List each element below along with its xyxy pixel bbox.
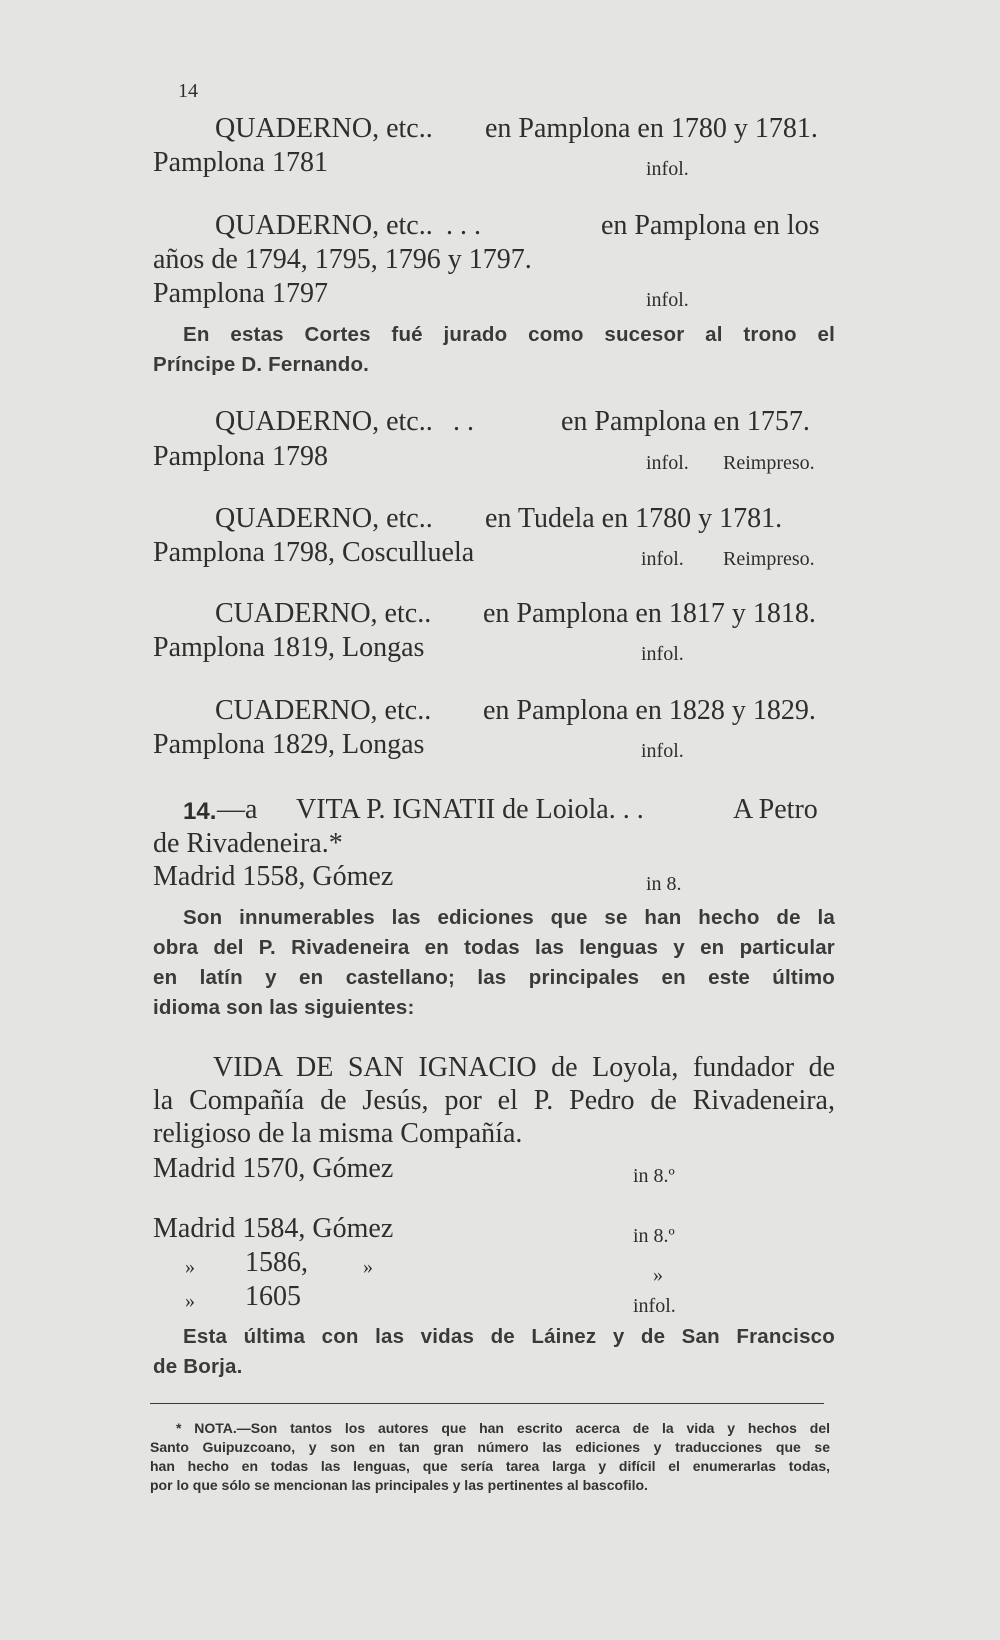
entry-6-place: en Pamplona en 1828 y 1829. bbox=[483, 695, 816, 726]
entry-2-format: infol. bbox=[646, 289, 689, 311]
entry-6-format: infol. bbox=[641, 740, 684, 762]
entry-3-dots: . . bbox=[453, 406, 474, 437]
entry-14-line-1 bbox=[153, 793, 835, 827]
vida-ed4-year: 1605 bbox=[245, 1281, 301, 1312]
entry-3-line-1 bbox=[153, 405, 835, 439]
entry-4-reprint: Reimpreso. bbox=[723, 548, 815, 570]
entry-14-title: VITA P. IGNATII de Loiola. . . bbox=[296, 794, 644, 825]
vida-ed4-format: infol. bbox=[633, 1295, 676, 1317]
entry-5-place: en Pamplona en 1817 y 1818. bbox=[483, 598, 816, 629]
entry-5-line-1 bbox=[153, 597, 835, 631]
entry-4-imprint: Pamplona 1798, Cosculluela bbox=[153, 537, 475, 568]
entry-3-place: en Pamplona en 1757. bbox=[561, 406, 810, 437]
entry-1-line-2 bbox=[153, 146, 835, 180]
footnote bbox=[150, 1419, 830, 1495]
entry-2-note-line: En estas Cortes fué jurado como sucesor al trono el bbox=[183, 323, 835, 346]
entry-14-line-2 bbox=[153, 827, 835, 861]
ditto-mark: » bbox=[185, 1256, 195, 1278]
entry-4-line-1 bbox=[153, 502, 835, 536]
vida-ed1-format: in 8.º bbox=[633, 1165, 675, 1187]
vida-note-line: Esta última con las vidas de Láinez y de San Francisco bbox=[183, 1325, 835, 1348]
vida-title: VIDA DE SAN IGNACIO de Loyola, fundador de bbox=[213, 1052, 835, 1083]
entry-4-line-2 bbox=[153, 536, 835, 570]
ditto-mark: » bbox=[653, 1264, 663, 1286]
entry-6-line-2 bbox=[153, 728, 835, 762]
footnote-line: por lo que sólo se mencionan las principales y las pertinentes al bascofilo. bbox=[150, 1477, 648, 1493]
vida-ed3-year: 1586, bbox=[245, 1247, 308, 1278]
vida-edition-3 bbox=[153, 1246, 835, 1286]
entry-3-line-2 bbox=[153, 440, 835, 474]
ditto-mark: » bbox=[185, 1290, 195, 1312]
entry-5-line-2 bbox=[153, 631, 835, 665]
entry-14-imprint: Madrid 1558, Gómez bbox=[153, 861, 394, 892]
entry-4-title: QUADERNO, etc.. bbox=[215, 503, 433, 534]
entry-1-imprint: Pamplona 1781 bbox=[153, 147, 328, 178]
vida-ed2-imprint: Madrid 1584, Gómez bbox=[153, 1213, 394, 1244]
vida-ed2-format: in 8.º bbox=[633, 1225, 675, 1247]
vida-edition-4 bbox=[153, 1280, 835, 1317]
entry-2-line-2 bbox=[153, 243, 835, 277]
entry-14-note bbox=[153, 903, 835, 1023]
footnote-line: * NOTA.—Son tantos los autores que han escrito acerca de la vida y hechos del bbox=[176, 1420, 830, 1436]
entry-14-author-cont: de Rivadeneira.* bbox=[153, 828, 343, 859]
entry-2-imprint: Pamplona 1797 bbox=[153, 278, 328, 309]
entry-14-note-line: Son innumerables las ediciones que se han hecho de la bbox=[183, 906, 835, 929]
entry-2-years: años de 1794, 1795, 1796 y 1797. bbox=[153, 244, 532, 275]
entry-2-place: en Pamplona en los bbox=[601, 210, 820, 241]
entry-14-note-line: obra del P. Rivadeneira en todas las lenguas y en particular bbox=[153, 936, 835, 959]
entry-2-line-3 bbox=[153, 277, 835, 311]
entry-1-format: infol. bbox=[646, 158, 689, 180]
entry-3-reprint: Reimpreso. bbox=[723, 452, 815, 474]
entry-6-imprint: Pamplona 1829, Longas bbox=[153, 729, 425, 760]
entry-6-line-1 bbox=[153, 694, 835, 728]
entry-1-line-1 bbox=[153, 112, 835, 146]
entry-3-format: infol. bbox=[646, 452, 689, 474]
vida-title-cont: religioso de la misma Compañía. bbox=[153, 1118, 523, 1149]
vida-line-2: la Compañía de Jesús, por el P. Pedro de Rivadeneira, bbox=[153, 1085, 835, 1116]
page-number: 14 bbox=[178, 80, 198, 102]
entry-1-title: QUADERNO, etc.. bbox=[215, 113, 433, 144]
entry-2-note bbox=[153, 320, 835, 380]
entry-14-dash: —a bbox=[217, 794, 258, 825]
entry-2-title: QUADERNO, etc.. bbox=[215, 210, 433, 241]
entry-4-place: en Tudela en 1780 y 1781. bbox=[485, 503, 783, 534]
entry-14-note-line: en latín y en castellano; las principales en este último bbox=[153, 966, 835, 989]
entry-3-title: QUADERNO, etc.. bbox=[215, 406, 433, 437]
vida-note bbox=[153, 1322, 835, 1382]
ditto-mark: » bbox=[363, 1256, 373, 1278]
footnote-line: Santo Guipuzcoano, y son en tan gran número las ediciones y traducciones que se bbox=[150, 1439, 830, 1455]
vida-line-1 bbox=[153, 1051, 835, 1085]
entry-2-dots: . . . bbox=[446, 210, 481, 241]
entry-4-format: infol. bbox=[641, 548, 684, 570]
footnote-line: han hecho en todas las lenguas, que sería tarea larga y difícil el enumerarlas todas, bbox=[150, 1458, 830, 1474]
entry-14-number: 14. bbox=[183, 798, 217, 825]
entry-5-title: CUADERNO, etc.. bbox=[215, 598, 432, 629]
entry-5-format: infol. bbox=[641, 643, 684, 665]
entry-6-title: CUADERNO, etc.. bbox=[215, 695, 432, 726]
vida-line-3 bbox=[153, 1117, 835, 1151]
vida-note-line: de Borja. bbox=[153, 1355, 243, 1378]
footnote-rule bbox=[150, 1403, 824, 1404]
entry-1-place: en Pamplona en 1780 y 1781. bbox=[485, 113, 818, 144]
entry-14-note-line: idioma son las siguientes: bbox=[153, 996, 415, 1019]
entry-14-author: A Petro bbox=[733, 794, 818, 825]
vida-edition-2 bbox=[153, 1212, 835, 1246]
entry-14-format: in 8. bbox=[646, 873, 682, 895]
vida-edition-1 bbox=[153, 1152, 835, 1186]
entry-2-line-1 bbox=[153, 209, 835, 243]
entry-5-imprint: Pamplona 1819, Longas bbox=[153, 632, 425, 663]
entry-14-line-3 bbox=[153, 860, 835, 894]
vida-ed1-imprint: Madrid 1570, Gómez bbox=[153, 1153, 394, 1184]
entry-3-imprint: Pamplona 1798 bbox=[153, 441, 328, 472]
entry-2-note-line: Príncipe D. Fernando. bbox=[153, 353, 370, 376]
